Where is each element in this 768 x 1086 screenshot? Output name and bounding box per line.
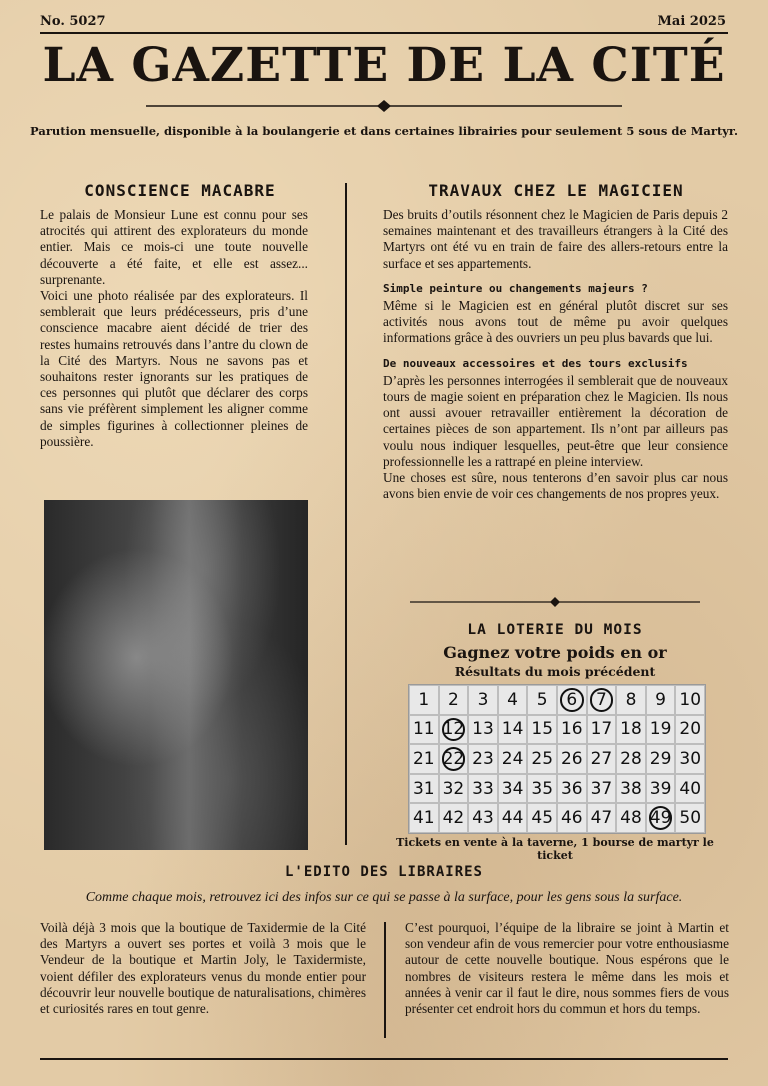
left-article-para-1: Le palais de Monsieur Lune est connu pour ses atrocités qui attirent des explorateurs du monde entier. Mais ce mois-ci une toute nouvelle découverte a été faite, et elle est assez... surprenante.: [40, 207, 308, 287]
lottery-number: 45: [527, 803, 557, 833]
lottery-number: 39: [646, 774, 676, 804]
lottery-winning-number: 7: [587, 685, 617, 715]
right-article-body: [383, 207, 728, 502]
lottery-number: 13: [468, 715, 498, 745]
lottery-number: 3: [468, 685, 498, 715]
lottery-tickets-note: Tickets en vente à la taverne, 1 bourse de martyr le ticket: [396, 836, 714, 862]
masthead-title: LA GAZETTE DE LA CITÉ: [42, 38, 726, 93]
lottery-number: 46: [557, 803, 587, 833]
lottery-number: 50: [675, 803, 705, 833]
lottery-subtitle: Gagnez votre poids en or: [443, 643, 667, 662]
section-ornament: [410, 596, 700, 608]
lottery-number: 42: [439, 803, 469, 833]
issue-date: Mai 2025: [657, 14, 726, 29]
masthead-ornament: [146, 100, 622, 112]
lottery-number: 15: [527, 715, 557, 745]
right-article-text-1: Même si le Magicien est en général plutôt discret sur ses activités nous avons tout de même pu avoir quelques informations grâce à des ouvriers un peu plus bavards que lui.: [383, 298, 728, 346]
lottery-number: 40: [675, 774, 705, 804]
lottery-number: 24: [498, 744, 528, 774]
lottery-number: 27: [587, 744, 617, 774]
lottery-number: 31: [409, 774, 439, 804]
lottery-winning-number: 12: [439, 715, 469, 745]
lottery-number: 10: [675, 685, 705, 715]
right-article-subheading-1: Simple peinture ou changements majeurs ?: [383, 281, 648, 295]
right-article-text-3: Une choses est sûre, nous tenterons d’en savoir plus car nous avons bien envie de voir ces changements de nos propres yeux.: [383, 470, 728, 502]
left-article-para-2: Voici une photo réalisée par des explorateurs. Il semblerait que leurs prédécesseurs, pris d’une conscience macabre aient décidé de trier des restes humains retrouvés dans l’antre du clown de la Cité des Martyrs. Nous ne savons pas et souhaitons rester ignorants sur les pratiques de ces personnes qui plutôt que déclarer des corps sans vie préfèrent simplement les aligner comme de simples figurines à collectionner pleines de poussière.: [40, 288, 308, 449]
left-article-heading: CONSCIENCE MACABRE: [84, 181, 276, 200]
lottery-winning-number: 22: [439, 744, 469, 774]
lottery-number: 30: [675, 744, 705, 774]
column-divider: [345, 183, 347, 845]
issue-number: No. 5027: [40, 14, 106, 29]
right-article-intro: Des bruits d’outils résonnent chez le Magicien de Paris depuis 2 semaines maintenant et des travailleurs étrangers à la Cité des Martyrs ont été vu en train de faire des allers-retours entre la surface et ses appartements.: [383, 207, 728, 271]
lottery-number: 14: [498, 715, 528, 745]
lottery-number: 21: [409, 744, 439, 774]
lottery-number: 25: [527, 744, 557, 774]
edito-right-column: C’est pourquoi, l’équipe de la libraire se joint à Martin et son vendeur afin de vous remercier pour votre enthousiasme autour de cette nouvelle boutique. Nous espérons que le nombres de visiteurs restera le même dans les mois et années à venir car il faut le dire, nous sommes fiers de vous présenter cet endroit hors du commun et hors du temps.: [405, 920, 729, 1017]
lottery-number: 37: [587, 774, 617, 804]
lottery-number: 38: [616, 774, 646, 804]
right-article-subheading-2: De nouveaux accessoires et des tours exclusifs: [383, 356, 688, 370]
tagline: Parution mensuelle, disponible à la boulangerie et dans certaines librairies pour seulement 5 sous de Martyr.: [30, 124, 738, 138]
edito-column-divider: [384, 922, 386, 1038]
lottery-number: 41: [409, 803, 439, 833]
lottery-number: 44: [498, 803, 528, 833]
right-article-heading: TRAVAUX CHEZ LE MAGICIEN: [428, 181, 684, 200]
lottery-number: 18: [616, 715, 646, 745]
top-rule: [40, 32, 728, 34]
lottery-number: 32: [439, 774, 469, 804]
lottery-number: 28: [616, 744, 646, 774]
bottom-rule: [40, 1058, 728, 1060]
lottery-number: 4: [498, 685, 528, 715]
article-photo: [44, 500, 308, 850]
lottery-number: 5: [527, 685, 557, 715]
lottery-number: 29: [646, 744, 676, 774]
lottery-number: 26: [557, 744, 587, 774]
lottery-number: 8: [616, 685, 646, 715]
lottery-winning-number: 6: [557, 685, 587, 715]
edito-intro: Comme chaque mois, retrouvez ici des infos sur ce qui se passe à la surface, pour les gens sous la surface.: [85, 890, 683, 905]
lottery-title: LA LOTERIE DU MOIS: [467, 622, 643, 638]
lottery-number: 20: [675, 715, 705, 745]
lottery-number: 19: [646, 715, 676, 745]
lottery-number: 35: [527, 774, 557, 804]
lottery-number: 1: [409, 685, 439, 715]
lottery-number: 34: [498, 774, 528, 804]
lottery-number: 43: [468, 803, 498, 833]
lottery-number: 23: [468, 744, 498, 774]
lottery-winning-number: 49: [646, 803, 676, 833]
edito-left-column: Voilà déjà 3 mois que la boutique de Taxidermie de la Cité des Martyrs a ouvert ses portes et voilà 3 mois que le Vendeur de la boutique et Martin Joly, le Taxidermiste, voient défiler des explorateurs venus du monde entier pour découvrir leur nouvelle boutique de naturalisations, chimères et curiosités rares en tout genre.: [40, 920, 366, 1017]
lottery-results-label: Résultats du mois précédent: [454, 664, 656, 679]
lottery-number: 47: [587, 803, 617, 833]
left-article-body: [40, 207, 308, 450]
lottery-grid: [408, 684, 706, 834]
edito-heading: L'EDITO DES LIBRAIRES: [284, 864, 483, 880]
lottery-number: 33: [468, 774, 498, 804]
right-article-text-2: D’après les personnes interrogées il semblerait que de nouveaux tours de magie soient en préparation chez le Magicien. Ils nous ont aussi avouer retravailler entièrement la décoration de certaines pièces de son appartement. Ils n’ont par ailleurs pas voulu nous indiquer lesquelles, peut-être que leur consience professionnelle les a rattrapé en pleine interview.: [383, 372, 728, 469]
lottery-number: 2: [439, 685, 469, 715]
lottery-number: 36: [557, 774, 587, 804]
lottery-number: 48: [616, 803, 646, 833]
lottery-number: 17: [587, 715, 617, 745]
lottery-number: 11: [409, 715, 439, 745]
lottery-number: 9: [646, 685, 676, 715]
lottery-number: 16: [557, 715, 587, 745]
